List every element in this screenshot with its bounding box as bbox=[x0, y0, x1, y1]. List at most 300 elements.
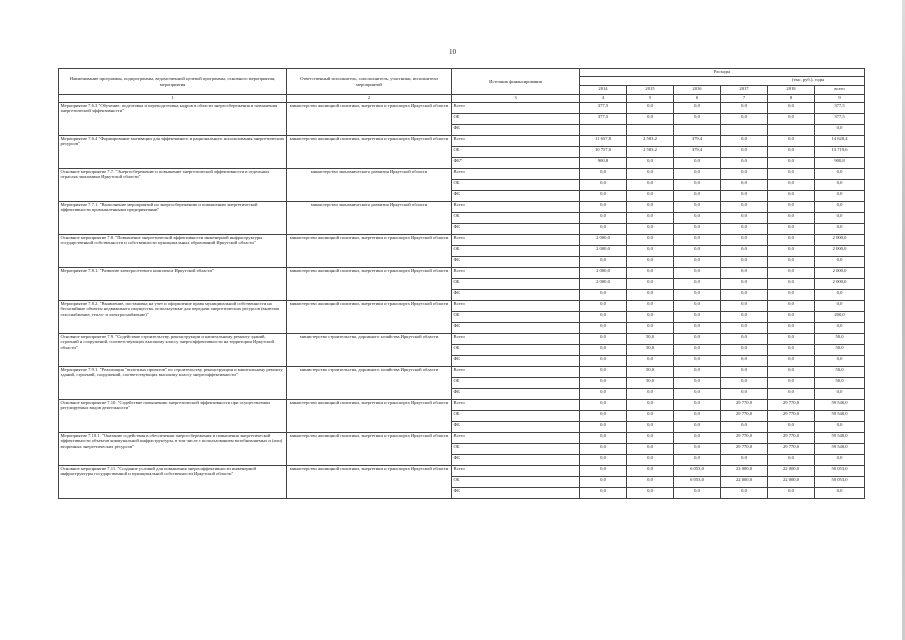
funding-source: ОБ bbox=[452, 279, 580, 290]
activity-name: Основное мероприятие 7.11. "Создание условий для повышения энергоэффективности инженерной инфраструктуры государственной и муниципальной собственности Иркутской области" bbox=[59, 466, 287, 499]
cost-value: 0,0 bbox=[580, 477, 627, 488]
cost-value: 0,0 bbox=[768, 147, 815, 158]
page-number: 10 bbox=[449, 48, 456, 56]
cost-value: 0,0 bbox=[580, 169, 627, 180]
cost-value: 0,0 bbox=[768, 422, 815, 433]
funding-source: ФБ bbox=[452, 356, 580, 367]
cost-value: 0,0 bbox=[674, 180, 721, 191]
cost-value: 0,0 bbox=[721, 334, 768, 345]
cost-value: 0,0 bbox=[721, 323, 768, 334]
cost-value: 0,0 bbox=[721, 422, 768, 433]
cost-value: 0,0 bbox=[627, 455, 674, 466]
cost-value: 0,0 bbox=[580, 224, 627, 235]
column-number: 9 bbox=[815, 95, 865, 103]
funding-source: ОБ bbox=[452, 378, 580, 389]
activity-name: Мероприятие 7.7.1. "Выполнение мероприятий по энергосбережению и повышению энергетической эффективности промышленными предприятиями" bbox=[59, 202, 287, 235]
cost-value: 377,5 bbox=[815, 103, 865, 114]
cost-value: 50,0 bbox=[815, 378, 865, 389]
funding-source: Всего bbox=[452, 235, 580, 246]
cost-value: 0,0 bbox=[674, 257, 721, 268]
cost-value: 0,0 bbox=[627, 268, 674, 279]
funding-source: Всего bbox=[452, 400, 580, 411]
cost-value: 0,0 bbox=[580, 334, 627, 345]
cost-value: 0,0 bbox=[627, 323, 674, 334]
cost-value: 0,0 bbox=[674, 488, 721, 499]
cost-value: 0,0 bbox=[768, 323, 815, 334]
cost-value: 2 000,0 bbox=[580, 279, 627, 290]
table-row bbox=[59, 235, 865, 246]
cost-value: 2 000,0 bbox=[580, 235, 627, 246]
cost-value bbox=[627, 125, 674, 136]
cost-value: 0,0 bbox=[768, 235, 815, 246]
activity-name: Мероприятие 7.6.4 "Формирование мотивации для эффективного и рационального использования энергетических ресурсов" bbox=[59, 136, 287, 169]
header-year: 2018 bbox=[768, 86, 815, 95]
cost-value: 0,0 bbox=[815, 356, 865, 367]
funding-source: ФБ bbox=[452, 422, 580, 433]
cost-value: 29 770,0 bbox=[768, 400, 815, 411]
cost-value: 0,0 bbox=[768, 114, 815, 125]
cost-value: 2 583,2 bbox=[627, 136, 674, 147]
cost-value bbox=[721, 125, 768, 136]
cost-value: 2 000,0 bbox=[815, 246, 865, 257]
responsible-executor: министерство экономического развития Иркутской области bbox=[287, 202, 452, 235]
cost-value: 0,0 bbox=[674, 158, 721, 169]
cost-value: 0,0 bbox=[768, 202, 815, 213]
cost-value: 0,0 bbox=[674, 191, 721, 202]
cost-value: 377,5 bbox=[580, 103, 627, 114]
cost-value: 377,5 bbox=[815, 114, 865, 125]
cost-value: 0,0 bbox=[721, 158, 768, 169]
cost-value: 0,0 bbox=[674, 389, 721, 400]
cost-value: 0,0 bbox=[674, 103, 721, 114]
activity-name: Основное мероприятие 7.7. "Энергосбережение и повышение энергетической эффективности в отдельных отраслях экономики Иркутской области" bbox=[59, 169, 287, 202]
responsible-executor: министерство жилищной политики, энергетики и транспорта Иркутской области bbox=[287, 235, 452, 268]
cost-value: 0,0 bbox=[674, 356, 721, 367]
cost-value: 29 770,0 bbox=[768, 411, 815, 422]
cost-value: 0,0 bbox=[627, 422, 674, 433]
cost-value: 0,0 bbox=[768, 279, 815, 290]
cost-value: 50,0 bbox=[627, 334, 674, 345]
cost-value: 0,0 bbox=[627, 180, 674, 191]
cost-value: 0,0 bbox=[627, 389, 674, 400]
funding-source: ФБ bbox=[452, 191, 580, 202]
cost-value: 0,0 bbox=[580, 191, 627, 202]
funding-source: ОБ bbox=[452, 312, 580, 323]
cost-value: 0,0 bbox=[721, 136, 768, 147]
column-number: 2 bbox=[287, 95, 452, 103]
header-costs: Расходы bbox=[580, 69, 865, 77]
cost-value: 14 620,4 bbox=[815, 136, 865, 147]
cost-value: 29 770,0 bbox=[721, 433, 768, 444]
table-row bbox=[59, 202, 865, 213]
cost-value: 0,0 bbox=[627, 246, 674, 257]
cost-value: 0,0 bbox=[768, 268, 815, 279]
cost-value: 0,0 bbox=[627, 301, 674, 312]
cost-value: 0,0 bbox=[768, 367, 815, 378]
header-units: (тыс. руб.), годы bbox=[580, 77, 865, 86]
cost-value: 0,0 bbox=[580, 202, 627, 213]
cost-value: 0,0 bbox=[627, 279, 674, 290]
cost-value: 2 000,0 bbox=[815, 268, 865, 279]
cost-value: 0,0 bbox=[815, 224, 865, 235]
funding-source: ОБ bbox=[452, 147, 580, 158]
cost-value: 0,0 bbox=[627, 488, 674, 499]
cost-value: 900,8 bbox=[580, 158, 627, 169]
funding-source: ОБ bbox=[452, 114, 580, 125]
cost-value: 0,0 bbox=[768, 257, 815, 268]
cost-value: 0,0 bbox=[627, 114, 674, 125]
cost-value: 0,0 bbox=[627, 290, 674, 301]
funding-source: Всего bbox=[452, 367, 580, 378]
cost-value: 0,0 bbox=[721, 268, 768, 279]
cost-value: 59 540,0 bbox=[815, 400, 865, 411]
cost-value: 0,0 bbox=[580, 312, 627, 323]
cost-value: 0,0 bbox=[674, 114, 721, 125]
cost-value: 0,0 bbox=[580, 257, 627, 268]
funding-source: Всего bbox=[452, 433, 580, 444]
funding-source: ОБ bbox=[452, 411, 580, 422]
cost-value: 0,0 bbox=[721, 169, 768, 180]
cost-value: 0,0 bbox=[721, 202, 768, 213]
cost-value: 0,0 bbox=[721, 224, 768, 235]
cost-value: 0,0 bbox=[815, 125, 865, 136]
cost-value bbox=[580, 125, 627, 136]
cost-value: 0,0 bbox=[674, 444, 721, 455]
activity-name: Мероприятие 7.6.3 "Обучение, подготовка и переподготовка кадров в области энергосбережения и повышения энергетической эффективности" bbox=[59, 103, 287, 136]
cost-value: 2 000,0 bbox=[580, 268, 627, 279]
cost-value: 0,0 bbox=[580, 389, 627, 400]
funding-source: ОБ bbox=[452, 444, 580, 455]
cost-value: 0,0 bbox=[580, 488, 627, 499]
cost-value: 0,0 bbox=[674, 455, 721, 466]
cost-value: 0,0 bbox=[674, 224, 721, 235]
cost-value bbox=[674, 125, 721, 136]
cost-value: 0,0 bbox=[721, 367, 768, 378]
table-row bbox=[59, 268, 865, 279]
cost-value: 0,0 bbox=[627, 312, 674, 323]
cost-value: 0,0 bbox=[580, 345, 627, 356]
table-row bbox=[59, 433, 865, 444]
cost-value: 0,0 bbox=[674, 213, 721, 224]
activity-name: Основное мероприятие 7.10. "Содействие повышению энергетической эффективности при осуществлении регулируемых видов деятельности" bbox=[59, 400, 287, 433]
funding-source: ФБ bbox=[452, 323, 580, 334]
cost-value: 0,0 bbox=[768, 224, 815, 235]
cost-value: 200,0 bbox=[815, 312, 865, 323]
cost-value: 0,0 bbox=[721, 191, 768, 202]
cost-value: 0,0 bbox=[721, 180, 768, 191]
cost-value: 0,0 bbox=[721, 213, 768, 224]
column-number: 6 bbox=[674, 95, 721, 103]
cost-value: 0,0 bbox=[721, 345, 768, 356]
cost-value: 0,0 bbox=[627, 400, 674, 411]
responsible-executor: министерство строительства, дорожного хозяйства Иркутской области bbox=[287, 334, 452, 367]
column-number: 8 bbox=[768, 95, 815, 103]
funding-source: ОБ bbox=[452, 180, 580, 191]
funding-source: Всего bbox=[452, 301, 580, 312]
responsible-executor: министерство жилищной политики, энергетики и транспорта Иркутской области bbox=[287, 103, 452, 136]
cost-value: 0,0 bbox=[721, 235, 768, 246]
cost-value: 0,0 bbox=[627, 433, 674, 444]
cost-value: 0,0 bbox=[768, 334, 815, 345]
cost-value: 50,0 bbox=[627, 378, 674, 389]
activity-name: Основное мероприятие 7.9. "Содействие строительству, реконструкции и капитальному ремонту зданий, строений и сооружений, соответствующих высокому классу энергоэффективности на территории Иркутской области" bbox=[59, 334, 287, 367]
activity-name: Мероприятие 7.9.1. "Реализация "пилотных проектов" по строительству, реконструкции и капитальному ремонту зданий, строений, сооружений, соответствующих высокому классу энергоэффективности" bbox=[59, 367, 287, 400]
funding-source: Всего bbox=[452, 103, 580, 114]
header-year: 2015 bbox=[627, 86, 674, 95]
cost-value: 0,0 bbox=[721, 312, 768, 323]
table-row bbox=[59, 334, 865, 345]
funding-source: ФБ bbox=[452, 290, 580, 301]
cost-value: 6 053,0 bbox=[674, 477, 721, 488]
cost-value: 379,4 bbox=[674, 136, 721, 147]
cost-value: 0,0 bbox=[627, 103, 674, 114]
cost-value: 0,0 bbox=[580, 411, 627, 422]
cost-value: 0,0 bbox=[721, 301, 768, 312]
cost-value: 29 770,0 bbox=[721, 400, 768, 411]
cost-value: 0,0 bbox=[721, 356, 768, 367]
cost-value: 29 770,0 bbox=[721, 411, 768, 422]
cost-value: 0,0 bbox=[768, 290, 815, 301]
funding-source: ФБ bbox=[452, 125, 580, 136]
cost-value: 0,0 bbox=[627, 235, 674, 246]
cost-value: 0,0 bbox=[768, 455, 815, 466]
cost-value: 0,0 bbox=[721, 488, 768, 499]
cost-value: 0,0 bbox=[815, 422, 865, 433]
funding-source: Всего bbox=[452, 202, 580, 213]
cost-value: 0,0 bbox=[721, 147, 768, 158]
cost-value: 0,0 bbox=[580, 301, 627, 312]
cost-value: 0,0 bbox=[721, 389, 768, 400]
funding-source: ОБ bbox=[452, 477, 580, 488]
cost-value: 0,0 bbox=[768, 158, 815, 169]
responsible-executor: министерство жилищной политики, энергетики и транспорта Иркутской области bbox=[287, 136, 452, 169]
cost-value: 0,0 bbox=[674, 367, 721, 378]
cost-value: 0,0 bbox=[627, 411, 674, 422]
header-year: 2017 bbox=[721, 86, 768, 95]
cost-value: 0,0 bbox=[674, 433, 721, 444]
cost-value: 0,0 bbox=[674, 290, 721, 301]
cost-value: 0,0 bbox=[627, 202, 674, 213]
cost-value: 0,0 bbox=[768, 345, 815, 356]
funding-source: Всего bbox=[452, 169, 580, 180]
responsible-executor: министерство жилищной политики, энергетики и транспорта Иркутской области bbox=[287, 268, 452, 301]
cost-value: 0,0 bbox=[580, 378, 627, 389]
cost-value: 22 000,0 bbox=[768, 466, 815, 477]
cost-value: 0,0 bbox=[768, 103, 815, 114]
cost-value: 0,0 bbox=[768, 389, 815, 400]
cost-value: 0,0 bbox=[674, 312, 721, 323]
activity-name: Мероприятие 7.10.1. "Оказание содействия в обеспечении энергосбережения и повышения энергетической эффективности объектов коммунальной инфраструктуры, в том числе с использованием возобновляемых и (или) вторичных энергетических ресурсов" bbox=[59, 433, 287, 466]
cost-value: 22 000,0 bbox=[721, 477, 768, 488]
table-row bbox=[59, 136, 865, 147]
cost-value: 0,0 bbox=[721, 378, 768, 389]
header-year: 2014 bbox=[580, 86, 627, 95]
cost-value: 0,0 bbox=[674, 400, 721, 411]
cost-value: 0,0 bbox=[721, 114, 768, 125]
responsible-executor: министерство жилищной политики, энергетики и транспорта Иркутской области bbox=[287, 301, 452, 334]
cost-value: 0,0 bbox=[580, 323, 627, 334]
cost-value: 22 000,0 bbox=[768, 477, 815, 488]
cost-value: 0,0 bbox=[674, 301, 721, 312]
funding-source: ФБ* bbox=[452, 158, 580, 169]
cost-value: 50,0 bbox=[815, 334, 865, 345]
cost-value: 0,0 bbox=[627, 444, 674, 455]
funding-source: Всего bbox=[452, 466, 580, 477]
cost-value: 0,0 bbox=[580, 433, 627, 444]
cost-value: 900,8 bbox=[815, 158, 865, 169]
cost-value: 0,0 bbox=[815, 488, 865, 499]
header-year: 2016 bbox=[674, 86, 721, 95]
funding-source: ФБ bbox=[452, 224, 580, 235]
cost-value: 0,0 bbox=[627, 356, 674, 367]
cost-value: 0,0 bbox=[815, 191, 865, 202]
cost-value: 0,0 bbox=[580, 455, 627, 466]
cost-value: 6 053,0 bbox=[674, 466, 721, 477]
header-executor: Ответственный исполнитель, соисполнитель, участники, исполнители мероприятий bbox=[287, 69, 452, 95]
cost-value: 0,0 bbox=[674, 235, 721, 246]
table-row bbox=[59, 367, 865, 378]
responsible-executor: министерство жилищной политики, энергетики и транспорта Иркутской области bbox=[287, 433, 452, 466]
header-year: всего bbox=[815, 86, 865, 95]
cost-value: 0,0 bbox=[768, 378, 815, 389]
cost-value: 0,0 bbox=[674, 169, 721, 180]
activity-name: Мероприятие 7.8.2. "Выявление, постановка на учет и оформление права муниципальной собственности на бесхозяйные объекты недвижимого имущества, используемые для передачи энергетических ресурсов (включая газоснабжение, тепло- и электроснабжение)" bbox=[59, 301, 287, 334]
funding-source: Всего bbox=[452, 268, 580, 279]
cost-value: 0,0 bbox=[627, 257, 674, 268]
cost-value: 50 053,0 bbox=[815, 466, 865, 477]
column-number: 3 bbox=[452, 95, 580, 103]
cost-value: 50,0 bbox=[815, 367, 865, 378]
cost-value: 29 770,0 bbox=[768, 433, 815, 444]
responsible-executor: министерство строительства, дорожного хозяйства Иркутской области bbox=[287, 367, 452, 400]
cost-value: 0,0 bbox=[627, 477, 674, 488]
activity-name: Мероприятие 7.8.1. "Развитие электросетевого комплекса Иркутской области" bbox=[59, 268, 287, 301]
cost-value: 0,0 bbox=[674, 334, 721, 345]
budget-table bbox=[58, 68, 865, 499]
cost-value: 0,0 bbox=[674, 202, 721, 213]
cost-value: 50 053,0 bbox=[815, 477, 865, 488]
activity-name: Основное мероприятие 7.8. "Повышение энергетической эффективности инженерной инфраструктуры государственной собственности и собственности муниципальных образований Иркутской области" bbox=[59, 235, 287, 268]
funding-source: ФБ bbox=[452, 389, 580, 400]
cost-value: 0,0 bbox=[768, 136, 815, 147]
cost-value: 29 770,0 bbox=[721, 444, 768, 455]
cost-value: 22 000,0 bbox=[721, 466, 768, 477]
cost-value: 0,0 bbox=[674, 268, 721, 279]
column-number: 7 bbox=[721, 95, 768, 103]
cost-value: 50,0 bbox=[627, 345, 674, 356]
cost-value: 0,0 bbox=[768, 169, 815, 180]
cost-value: 0,0 bbox=[674, 279, 721, 290]
funding-source: ФБ bbox=[452, 257, 580, 268]
table-row bbox=[59, 301, 865, 312]
cost-value: 0,0 bbox=[674, 323, 721, 334]
cost-value: 0,0 bbox=[815, 323, 865, 334]
cost-value: 0,0 bbox=[721, 257, 768, 268]
cost-value: 0,0 bbox=[721, 455, 768, 466]
cost-value: 0,0 bbox=[815, 290, 865, 301]
cost-value: 0,0 bbox=[768, 356, 815, 367]
cost-value: 59 540,0 bbox=[815, 411, 865, 422]
cost-value: 10 757,0 bbox=[580, 147, 627, 158]
cost-value: 0,0 bbox=[815, 455, 865, 466]
table-row bbox=[59, 466, 865, 477]
cost-value: 0,0 bbox=[768, 488, 815, 499]
cost-value: 0,0 bbox=[674, 246, 721, 257]
table-row bbox=[59, 169, 865, 180]
cost-value: 0,0 bbox=[674, 422, 721, 433]
header-source: Источник финансирования bbox=[452, 69, 580, 95]
funding-source: Всего bbox=[452, 136, 580, 147]
cost-value: 379,4 bbox=[674, 147, 721, 158]
header-name: Наименование программы, подпрограммы, ведомственной целевой программы, основного мероприятия, мероприятия bbox=[59, 69, 287, 95]
cost-value: 0,0 bbox=[580, 466, 627, 477]
cost-value bbox=[768, 125, 815, 136]
cost-value: 0,0 bbox=[768, 191, 815, 202]
cost-value: 0,0 bbox=[815, 389, 865, 400]
cost-value: 11 657,8 bbox=[580, 136, 627, 147]
cost-value: 0,0 bbox=[721, 290, 768, 301]
column-number: 4 bbox=[580, 95, 627, 103]
cost-value: 2 583,2 bbox=[627, 147, 674, 158]
cost-value: 0,0 bbox=[580, 367, 627, 378]
cost-value: 0,0 bbox=[815, 213, 865, 224]
cost-value: 0,0 bbox=[721, 279, 768, 290]
cost-value: 0,0 bbox=[815, 202, 865, 213]
cost-value: 0,0 bbox=[627, 169, 674, 180]
cost-value: 0,0 bbox=[721, 103, 768, 114]
cost-value: 29 770,0 bbox=[768, 444, 815, 455]
cost-value: 50,0 bbox=[627, 367, 674, 378]
cost-value: 0,0 bbox=[580, 180, 627, 191]
cost-value: 0,0 bbox=[627, 191, 674, 202]
funding-source: Всего bbox=[452, 334, 580, 345]
cost-value: 0,0 bbox=[815, 169, 865, 180]
responsible-executor: министерство жилищной политики, энергетики и транспорта Иркутской области bbox=[287, 400, 452, 433]
cost-value: 0,0 bbox=[815, 301, 865, 312]
cost-value: 0,0 bbox=[721, 246, 768, 257]
cost-value: 2 000,0 bbox=[815, 235, 865, 246]
column-number: 5 bbox=[627, 95, 674, 103]
cost-value: 59 540,0 bbox=[815, 444, 865, 455]
table-row bbox=[59, 103, 865, 114]
funding-source: ОБ bbox=[452, 246, 580, 257]
table-row bbox=[59, 400, 865, 411]
cost-value: 0,0 bbox=[768, 301, 815, 312]
cost-value: 0,0 bbox=[580, 213, 627, 224]
cost-value: 0,0 bbox=[580, 400, 627, 411]
cost-value: 377,5 bbox=[580, 114, 627, 125]
funding-source: ОБ bbox=[452, 345, 580, 356]
funding-source: ФБ bbox=[452, 455, 580, 466]
cost-value: 59 540,0 bbox=[815, 433, 865, 444]
cost-value: 0,0 bbox=[580, 444, 627, 455]
cost-value: 0,0 bbox=[768, 213, 815, 224]
cost-value: 0,0 bbox=[674, 345, 721, 356]
cost-value: 2 000,0 bbox=[580, 246, 627, 257]
cost-value: 0,0 bbox=[674, 411, 721, 422]
cost-value: 13 719,6 bbox=[815, 147, 865, 158]
cost-value: 0,0 bbox=[815, 257, 865, 268]
cost-value: 0,0 bbox=[580, 290, 627, 301]
responsible-executor: министерство жилищной политики, энергетики и транспорта Иркутской области bbox=[287, 466, 452, 499]
cost-value: 0,0 bbox=[627, 466, 674, 477]
funding-source: ФБ bbox=[452, 488, 580, 499]
cost-value: 0,0 bbox=[768, 180, 815, 191]
cost-value: 0,0 bbox=[627, 158, 674, 169]
funding-source: ОБ bbox=[452, 213, 580, 224]
cost-value: 0,0 bbox=[627, 213, 674, 224]
cost-value: 0,0 bbox=[580, 356, 627, 367]
